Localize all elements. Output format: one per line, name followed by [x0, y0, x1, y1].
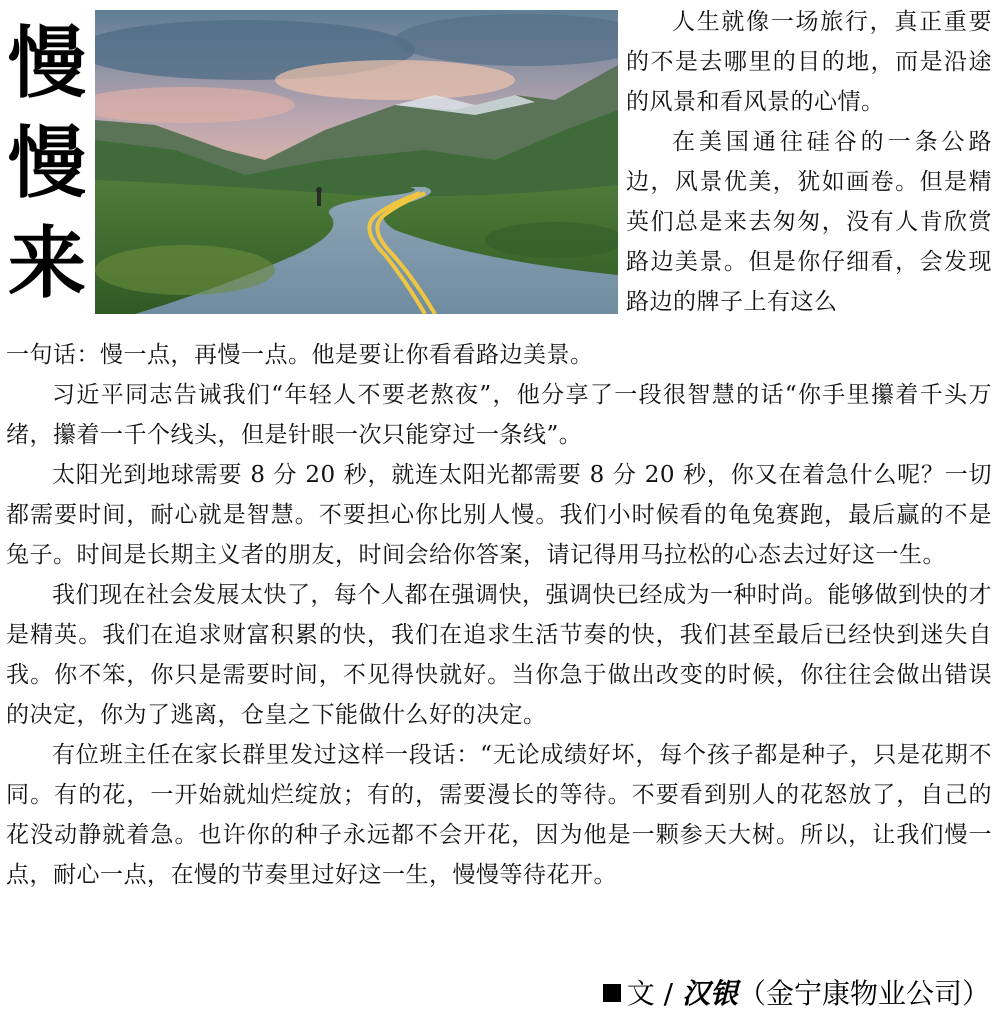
- paragraph-1: 人生就像一场旅行，真正重要的不是去哪里的目的地，而是沿途的风景和看风景的心情。: [626, 9, 992, 115]
- paragraph-5: 我们现在社会发展太快了，每个人都在强调快，强调快已经成为一种时尚。能够做到快的才是精英。我们在追求财富积累的快，我们在追求生活节奏的快，我们甚至最后已经快到迷失自我。你不笨，你只是需要时间，不见得快就好。当你急于做出改变的时候，你往往会做出错误的决定，你为了逃离，仓皇之下能做什么好的决定。: [6, 582, 992, 728]
- article-body: [6, 335, 992, 895]
- byline-prefix: 文 /: [626, 977, 682, 1010]
- road-photo: [95, 10, 618, 314]
- paragraph-4: 太阳光到地球需要 8 分 20 秒，就连太阳光都需要 8 分 20 秒，你又在着急什么呢？一切都需要时间，耐心就是智慧。不要担心你比别人慢。我们小时候看的龟兔赛跑，最后赢的不是兔子。时间是长期主义者的朋友，时间会给你答案，请记得用马拉松的心态去过好这一生。: [6, 462, 992, 568]
- headline-char-3: 来: [7, 219, 86, 309]
- paragraph-2-end: 一句话：慢一点，再慢一点。他是要让你看看路边美景。: [6, 342, 594, 368]
- paragraph-3: 习近平同志告诫我们“年轻人不要老熬夜”，他分享了一段很智慧的话“你手里攥着千头万绪，攥着一千个线头，但是针眼一次只能穿过一条线”。: [6, 382, 992, 448]
- square-bullet-icon: [603, 984, 621, 1002]
- headline-char-2: 慢: [7, 119, 86, 209]
- paragraph-6: 有位班主任在家长群里发过这样一段话：“无论成绩好坏，每个孩子都是种子，只是花期不同。有的花，一开始就灿烂绽放；有的，需要漫长的等待。不要看到别人的花怒放了，自己的花没动静就着急。也许你的种子永远都不会开花，因为他是一颗参天大树。所以，让我们慢一点，耐心一点，在慢的节奏里过好这一生，慢慢等待花开。: [6, 742, 992, 888]
- headline: [2, 14, 92, 314]
- intro-column: [626, 2, 992, 322]
- headline-char-1: 慢: [7, 19, 86, 109]
- byline: [603, 972, 990, 1016]
- byline-org: （金宁康物业公司）: [737, 977, 990, 1010]
- byline-author: 汉银: [681, 977, 738, 1010]
- paragraph-2-start: 在美国通往硅谷的一条公路边，风景优美，犹如画卷。但是精英们总是来去匆匆，没有人肯欣赏路边美景。但是你仔细看，会发现路边的牌子上有这么: [626, 129, 992, 315]
